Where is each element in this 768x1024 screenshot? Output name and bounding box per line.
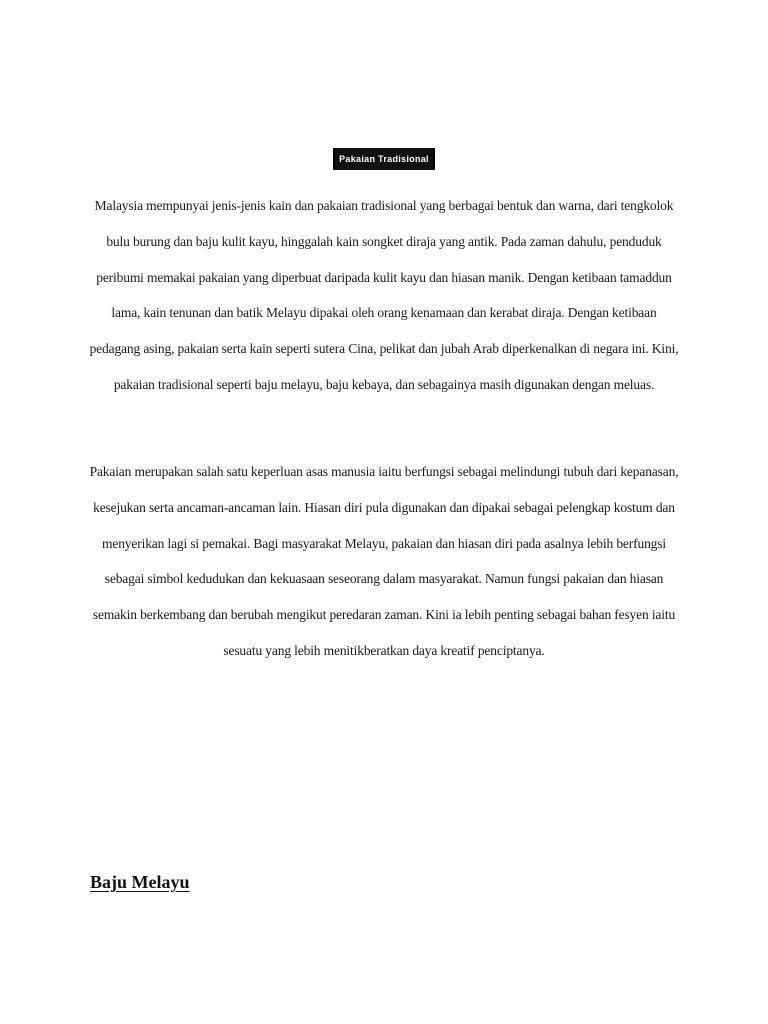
paragraph-2: Pakaian merupakan salah satu keperluan asas manusia iaitu berfungsi sebagai melindungi tubuh dari kepanasan, kesejukan serta ancaman-ancaman lain. Hiasan diri pula digunakan dan dipakai sebagai pelengkap kostum dan menyerikan lagi si pemakai. Bagi masyarakat Melayu, pakaian dan hiasan diri pada asalnya lebih berfungsi sebagai simbol kedudukan dan kekuasaan seseorang dalam masyarakat. Namun fungsi pakaian dan hiasan semakin berkembang dan berubah mengikut peredaran zaman. Kini ia lebih penting sebagai bahan fesyen iaitu sesuatu yang lebih menitikberatkan daya kreatif penciptanya.	[89, 464, 679, 658]
document-title	[0, 142, 768, 170]
section-heading: Baju Melayu	[90, 872, 190, 892]
paragraph-1: Malaysia mempunyai jenis-jenis kain dan pakaian tradisional yang berbagai bentuk dan warna, dari tengkolok bulu burung dan baju kulit kayu, hinggalah kain songket diraja yang antik. Pada zaman dahulu, penduduk peribumi memakai pakaian yang diperbuat daripada kulit kayu dan hiasan manik. Dengan ketibaan tamaddun lama, kain tenunan dan batik Melayu dipakai oleh orang kenamaan dan kerabat diraja. Dengan ketibaan pedagang asing, pakaian serta kain seperti sutera Cina, pelikat dan jubah Arab diperkenalkan di negara ini. Kini, pakaian tradisional seperti baju melayu, baju kebaya, dan sebagainya masih digunakan dengan meluas.	[89, 198, 679, 392]
document-title-text: Pakaian Tradisional	[333, 148, 435, 170]
